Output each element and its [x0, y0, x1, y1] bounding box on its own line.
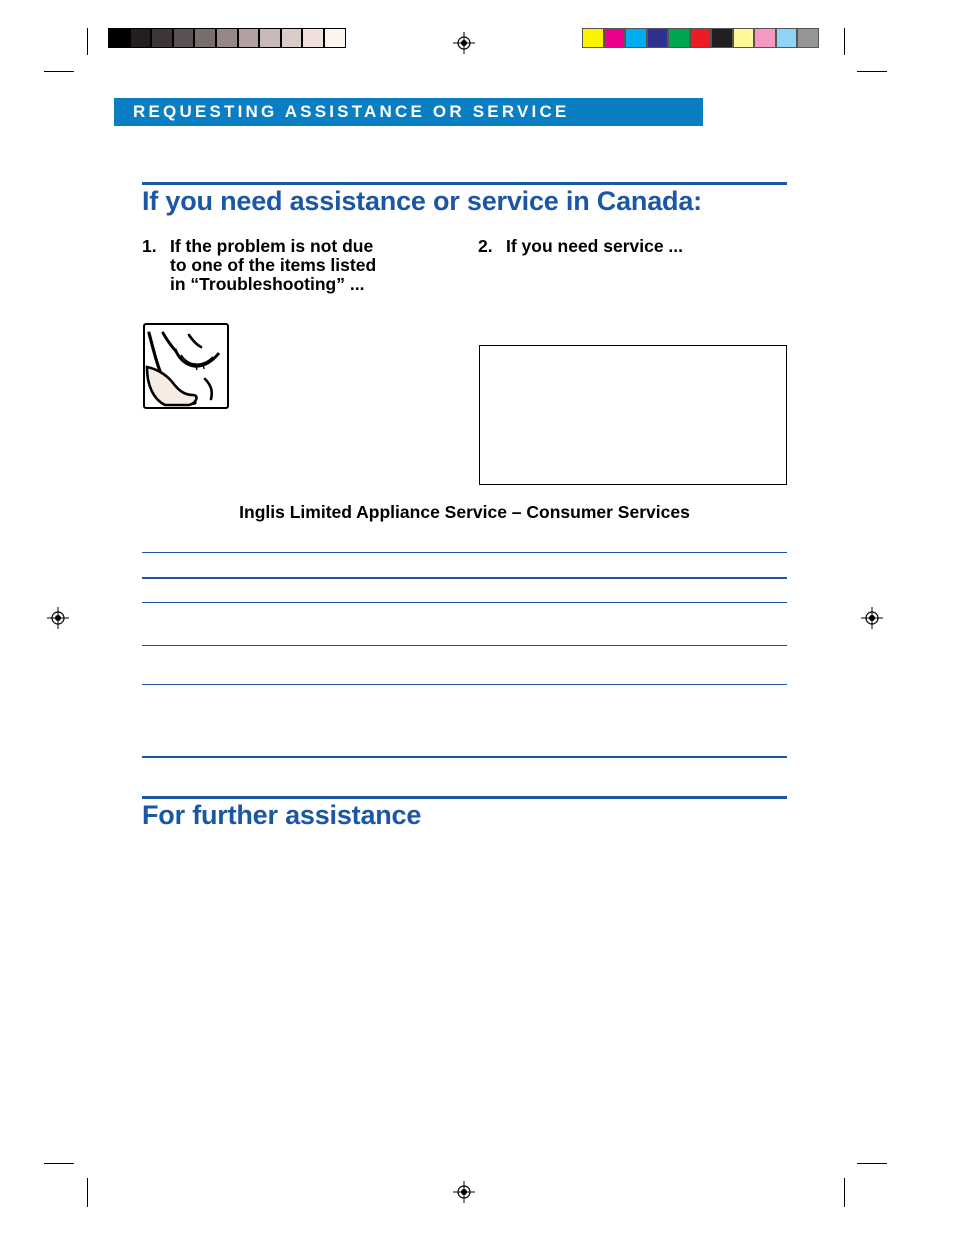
crop-mark	[857, 71, 887, 72]
gray-swatch	[173, 28, 195, 48]
step-1-line: If the problem is not due	[170, 236, 374, 256]
crop-mark	[87, 28, 88, 55]
canada-heading: If you need assistance or service in Canada:	[142, 186, 702, 216]
crop-mark	[44, 1163, 74, 1164]
table-rule	[142, 577, 787, 579]
section-header-title: REQUESTING ASSISTANCE OR SERVICE	[133, 102, 570, 121]
color-swatch	[647, 28, 669, 48]
service-label: Inglis Limited Appliance Service – Consumer Services	[239, 502, 690, 522]
color-swatch	[797, 28, 819, 48]
color-swatch	[733, 28, 755, 48]
color-swatch	[690, 28, 712, 48]
registration-mark-icon	[861, 607, 883, 629]
gray-swatch	[302, 28, 324, 48]
color-swatch	[776, 28, 798, 48]
step-1-number: 1.	[142, 236, 157, 256]
gray-swatch	[216, 28, 238, 48]
color-swatch	[604, 28, 626, 48]
service-info-box	[479, 345, 787, 485]
table-rule	[142, 684, 787, 685]
table-rule	[142, 756, 787, 758]
heading-rule	[142, 796, 787, 799]
registration-mark-icon	[47, 607, 69, 629]
table-rule	[142, 552, 787, 553]
crop-mark	[44, 71, 74, 72]
step-1-text	[170, 237, 376, 294]
gray-swatch	[130, 28, 152, 48]
gray-swatch	[238, 28, 260, 48]
smiling-person-on-phone-icon	[143, 323, 229, 409]
step-1-line: in “Troubleshooting” ...	[170, 274, 365, 294]
registration-mark-icon	[453, 1181, 475, 1203]
step-2-number: 2.	[478, 236, 493, 256]
section-header-band	[114, 98, 703, 126]
color-swatch	[711, 28, 733, 48]
crop-mark	[844, 28, 845, 55]
step-2-text: If you need service ...	[506, 236, 684, 256]
table-rule	[142, 602, 787, 603]
gray-swatch	[259, 28, 281, 48]
gray-swatch	[151, 28, 173, 48]
gray-swatch	[194, 28, 216, 48]
heading-rule	[142, 182, 787, 185]
crop-mark	[857, 1163, 887, 1164]
further-assistance-heading: For further assistance	[142, 800, 422, 830]
gray-swatch	[324, 28, 346, 48]
color-swatch	[582, 28, 604, 48]
gray-swatch	[108, 28, 130, 48]
step-1-line: to one of the items listed	[170, 255, 377, 275]
registration-mark-icon	[453, 32, 475, 54]
color-swatch	[668, 28, 690, 48]
crop-mark	[87, 1178, 88, 1207]
gray-swatch	[281, 28, 303, 48]
crop-mark	[844, 1178, 845, 1207]
color-swatch	[754, 28, 776, 48]
color-swatch	[625, 28, 647, 48]
table-rule	[142, 645, 787, 646]
